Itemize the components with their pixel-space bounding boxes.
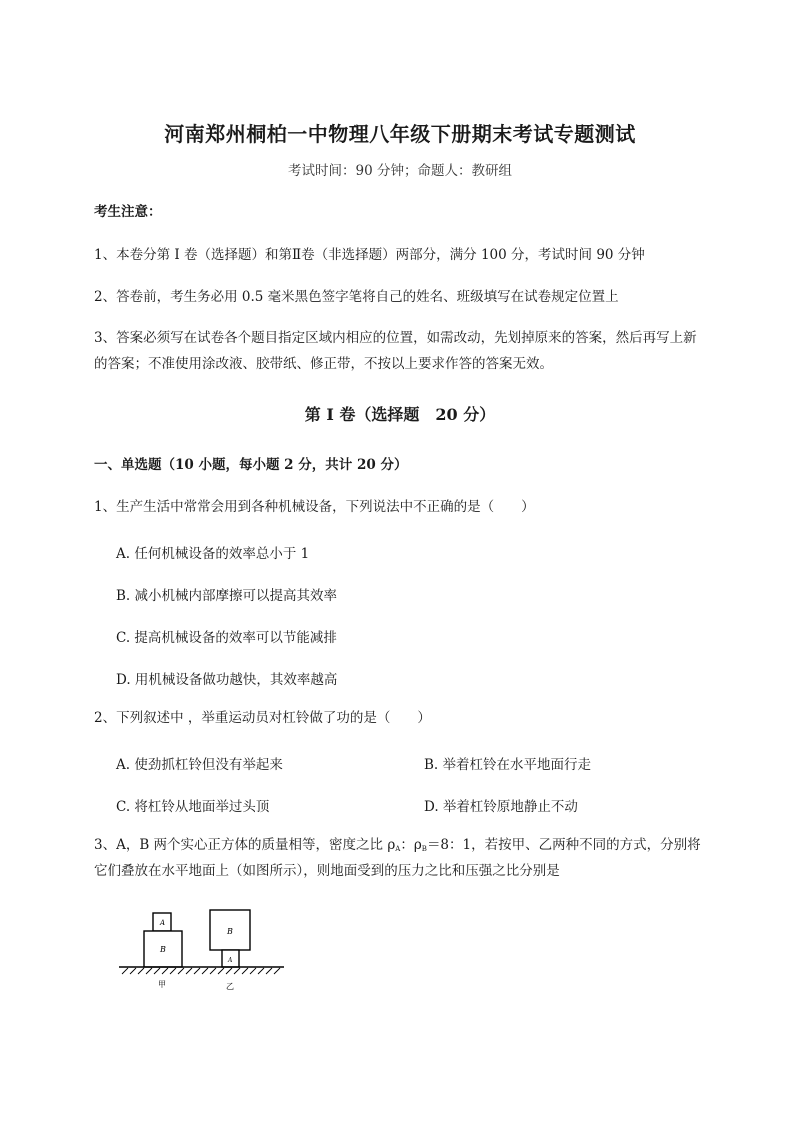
question-1-option-d: D. 用机械设备做功越快，其效率越高 bbox=[116, 672, 338, 688]
left-small-cube-label: A bbox=[160, 919, 166, 927]
label-yi: 乙 bbox=[226, 982, 234, 991]
question-2-option-d: D. 举着杠铃原地静止不动 bbox=[424, 799, 578, 815]
ground-hatching bbox=[122, 968, 280, 974]
question-2-stem: 2、下列叙述中 ，举重运动员对杠铃做了功的是（ ） bbox=[94, 710, 431, 726]
question-3-stem-part2: ：ρ bbox=[400, 837, 422, 853]
notice-item-2: 2、答卷前，考生务必用 0.5 毫米黑色签字笔将自己的姓名、班级填写在试卷规定位置上 bbox=[94, 289, 619, 305]
stacked-cubes-figure bbox=[116, 908, 286, 994]
question-2-option-b: B. 举着杠铃在水平地面行走 bbox=[424, 757, 592, 773]
question-1-option-c: C. 提高机械设备的效率可以节能减排 bbox=[116, 630, 337, 646]
left-big-cube-label: B bbox=[160, 945, 166, 954]
question-3-stem-line2: 它们叠放在水平地面上（如图所示），则地面受到的压力之比和压强之比分别是 bbox=[94, 863, 560, 879]
question-3-stem-part1: 3、A，B 两个实心正方体的质量相等，密度之比 ρ bbox=[94, 837, 396, 853]
notice-item-1: 1、本卷分第 I 卷（选择题）和第Ⅱ卷（非选择题）两部分，满分 100 分，考试时间 90 分钟 bbox=[94, 247, 645, 263]
rho-b-subscript: B bbox=[421, 845, 427, 853]
right-small-cube-label: A bbox=[228, 957, 233, 964]
page-title: 河南郑州桐柏一中物理八年级下册期末考试专题测试 bbox=[164, 122, 636, 146]
question-3-stem-part3: ＝8：1，若按甲、乙两种不同的方式，分别将 bbox=[426, 837, 701, 853]
section-title: 第 I 卷（选择题 20 分） bbox=[304, 405, 496, 424]
label-jia: 甲 bbox=[158, 980, 166, 989]
question-1-option-a: A. 任何机械设备的效率总小于 1 bbox=[116, 546, 310, 562]
notice-item-3-cont: 的答案；不准使用涂改液、胶带纸、修正带，不按以上要求作答的答案无效。 bbox=[94, 356, 553, 372]
part-heading: 一、单选题（10 小题，每小题 2 分，共计 20 分） bbox=[94, 457, 408, 473]
question-2-option-a: A. 使劲抓杠铃但没有举起来 bbox=[116, 757, 283, 773]
rho-a-subscript: A bbox=[395, 845, 401, 853]
notice-item-3: 3、答案必须写在试卷各个题目指定区域内相应的位置，如需改动，先划掉原来的答案，然后再写上新 bbox=[94, 330, 697, 346]
question-1-stem: 1、生产生活中常常会用到各种机械设备，下列说法中不正确的是（ ） bbox=[94, 499, 535, 515]
question-2-option-c: C. 将杠铃从地面举过头顶 bbox=[116, 799, 270, 815]
question-1-option-b: B. 减小机械内部摩擦可以提高其效率 bbox=[116, 588, 338, 604]
right-big-cube-label: B bbox=[227, 927, 233, 936]
stacked-cubes-diagram bbox=[116, 908, 286, 994]
notice-heading: 考生注意： bbox=[94, 204, 162, 220]
exam-info: 考试时间：90 分钟；命题人：教研组 bbox=[288, 163, 512, 179]
